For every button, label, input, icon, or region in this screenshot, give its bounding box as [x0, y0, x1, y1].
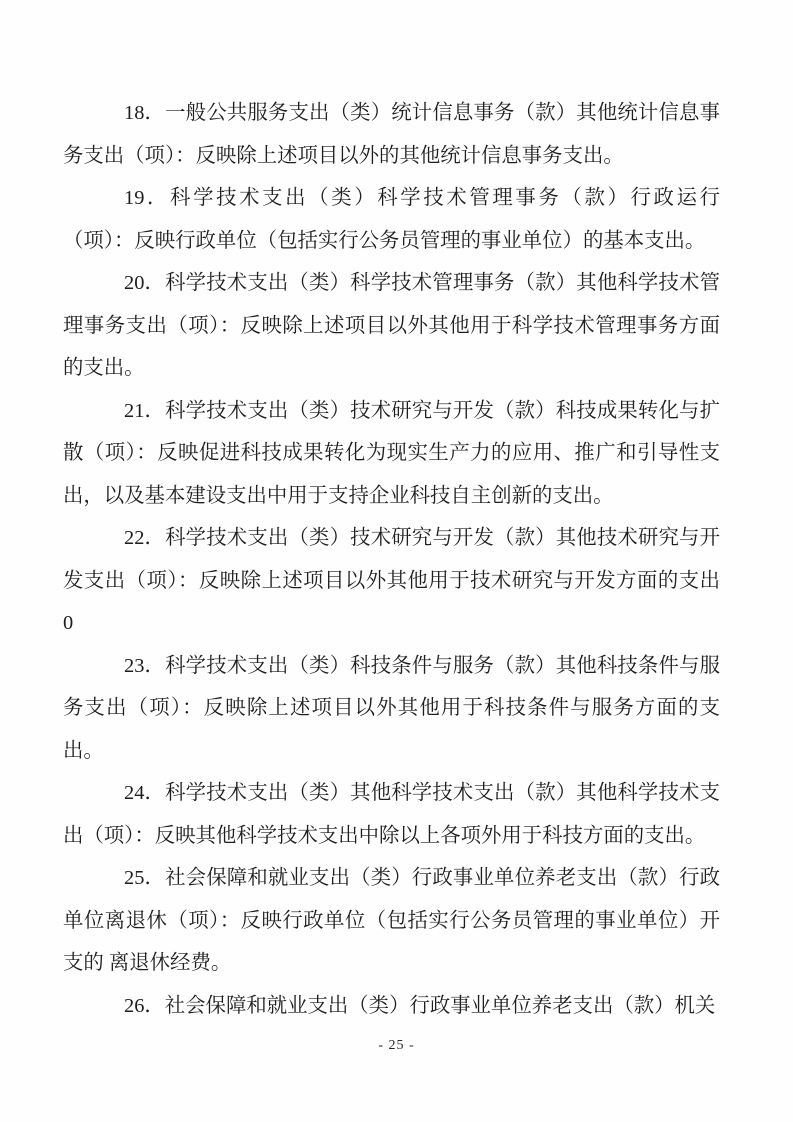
paragraph-21: 21．科学技术支出（类）技术研究与开发（款）科技成果转化与扩散（项）：反映促进科技成果转化为现实生产力的应用、推广和引导性支出，以及基本建设支出中用于支持企业科技自主创新的支出。	[63, 399, 720, 507]
paragraph-23: 23．科学技术支出（类）科技条件与服务（款）其他科技条件与服务支出（项）：反映除上述项目以外其他用于科技条件与服务方面的支出。	[63, 654, 720, 762]
paragraph-25: 25．社会保障和就业支出（类）行政事业单位养老支出（款）行政单位离退休（项）：反映行政单位（包括实行公务员管理的事业单位）开支的 离退休经费。	[63, 867, 720, 974]
page-number: - 25 -	[378, 1038, 415, 1053]
paragraph-19: 19．科学技术支出（类）科学技术管理事务（款）行政运行（项）：反映行政单位（包括实行公务员管理的事业单位）的基本支出。	[63, 187, 720, 252]
paragraph-26: 26．社会保障和就业支出（类）行政事业单位养老支出（款）机关	[124, 994, 716, 1017]
document-body	[63, 92, 720, 1027]
paragraph-20: 20．科学技术支出（类）科学技术管理事务（款）其他科学技术管理事务支出（项）：反映除上述项目以外其他用于科学技术管理事务方面的支出。	[63, 272, 720, 379]
paragraph-22: 22．科学技术支出（类）技术研究与开发（款）其他技术研究与开发支出（项）：反映除上述项目以外其他用于技术研究与开发方面的支出 0	[63, 527, 720, 634]
paragraph-24: 24．科学技术支出（类）其他科学技术支出（款）其他科学技术支出（项）：反映其他科学技术支出中除以上各项外用于科技方面的支出。	[63, 782, 720, 847]
paragraph-18: 18．一般公共服务支出（类）统计信息事务（款）其他统计信息事务支出（项）：反映除上述项目以外的其他统计信息事务支出。	[63, 102, 720, 167]
